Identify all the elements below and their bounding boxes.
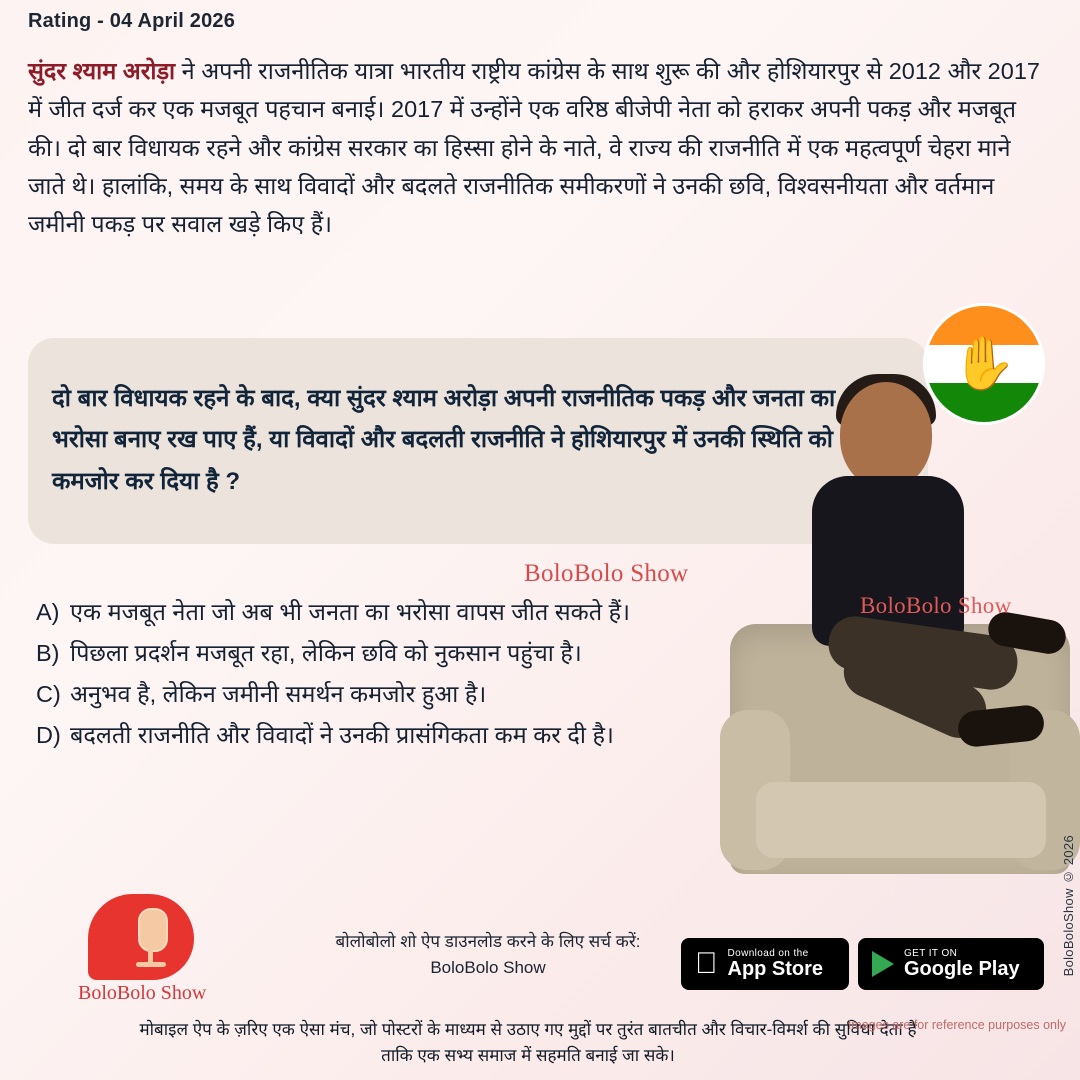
app-store-small-label: Download on the xyxy=(705,948,787,959)
reference-note: Images are for reference purposes only xyxy=(847,1018,1066,1032)
option-d-label: D) xyxy=(36,722,61,749)
option-b-text: पिछला प्रदर्शन मजबूत रहा, लेकिन छवि को नुकसान पहुंचा है। xyxy=(70,640,582,667)
brand-logo-text: BoloBolo Show xyxy=(78,982,207,1004)
app-store-button[interactable] xyxy=(681,938,849,990)
option-a-text: एक मजबूत नेता जो अब भी जनता का भरोसा वापस जीत सकते हैं। xyxy=(70,599,631,625)
download-prompt-line: बोलोबोलो शो ऐप डाउनलोड करने के लिए सर्च करें: xyxy=(335,932,641,951)
intro-body-text: ने अपनी राजनीतिक यात्रा भारतीय राष्ट्रीय कांग्रेस के साथ शुरू की और होशियारपुर से 2012 और 2017 में जीत दर्ज कर एक मजबूत पहचान बनाई। 2017 में उन्होंने एक वरिष्ठ बीजेपी नेता को हराकर अपनी पकड़ और मजबूत की। दो बार विधायक रहने और कांग्रेस सरकार का हिस्सा होने के नाते, वे राज्य की राजनीति में एक महत्वपूर्ण चेहरा माने जाते थे। हालांकि, समय के साथ विवादों और बदलते राजनीतिक समीकरणों ने उनकी छवि, विश्वसनीयता और वर्तमान जमीनी पकड़ पर सवाल खड़े किए हैं। xyxy=(28,58,1040,238)
google-play-big-label: Google Play xyxy=(904,958,1020,980)
apple-icon xyxy=(695,949,718,979)
app-name-line: BoloBolo Show xyxy=(430,957,546,977)
option-c-text: अनुभव है, लेकिन जमीनी समर्थन कमजोर हुआ है। xyxy=(70,681,487,708)
question-text: दो बार विधायक रहने के बाद, क्या सुंदर श्याम अरोड़ा अपनी राजनीतिक पकड़ और जनता का भरोसा बनाए रख पाए हैं, या विवादों और बदलती राजनीति ने होशियारपुर में उनकी स्थिति को कमजोर कर दिया है ? xyxy=(52,385,836,495)
google-play-button[interactable] xyxy=(858,938,1044,990)
politician-name: सुंदर श्याम अरोड़ा xyxy=(28,58,176,84)
politician-photo xyxy=(720,364,1080,904)
option-a[interactable] xyxy=(36,594,756,631)
google-play-small-label: GET IT ON xyxy=(904,948,958,959)
rating-date-label: Rating - 04 April 2026 xyxy=(28,10,236,32)
download-prompt xyxy=(298,929,678,980)
congress-hand-flag-icon: ✋ xyxy=(926,306,1042,422)
option-c[interactable] xyxy=(36,676,756,713)
watermark-center: BoloBolo Show xyxy=(524,560,689,587)
microphone-speech-bubble-icon xyxy=(88,894,194,980)
google-play-icon xyxy=(872,951,894,977)
side-credit: BoloBoloShow © 2026 xyxy=(1061,834,1076,976)
disclaimer-line-2: ताकि एक सभ्य समाज में सहमति बनाई जा सके। xyxy=(381,1045,675,1065)
option-a-label: A) xyxy=(36,599,60,625)
intro-paragraph xyxy=(28,52,1052,243)
option-d-text: बदलती राजनीति और विवादों ने उनकी प्रासंगिकता कम कर दी है। xyxy=(70,722,614,749)
option-b-label: B) xyxy=(36,640,60,667)
app-store-big-label: App Store xyxy=(705,958,801,980)
disclaimer-line-1: मोबाइल ऐप के ज़रिए एक ऐसा मंच, जो पोस्टरों के माध्यम से उठाए गए मुद्दों पर तुरंत बातचीत और विचार-विमर्श की सुविधा देता है xyxy=(139,1020,917,1039)
watermark-photo: BoloBolo Show xyxy=(860,593,1012,618)
options-list xyxy=(36,594,756,759)
option-d[interactable] xyxy=(36,717,756,754)
option-b[interactable] xyxy=(36,635,756,672)
brand-logo xyxy=(78,894,207,1004)
option-c-label: C) xyxy=(36,681,61,708)
